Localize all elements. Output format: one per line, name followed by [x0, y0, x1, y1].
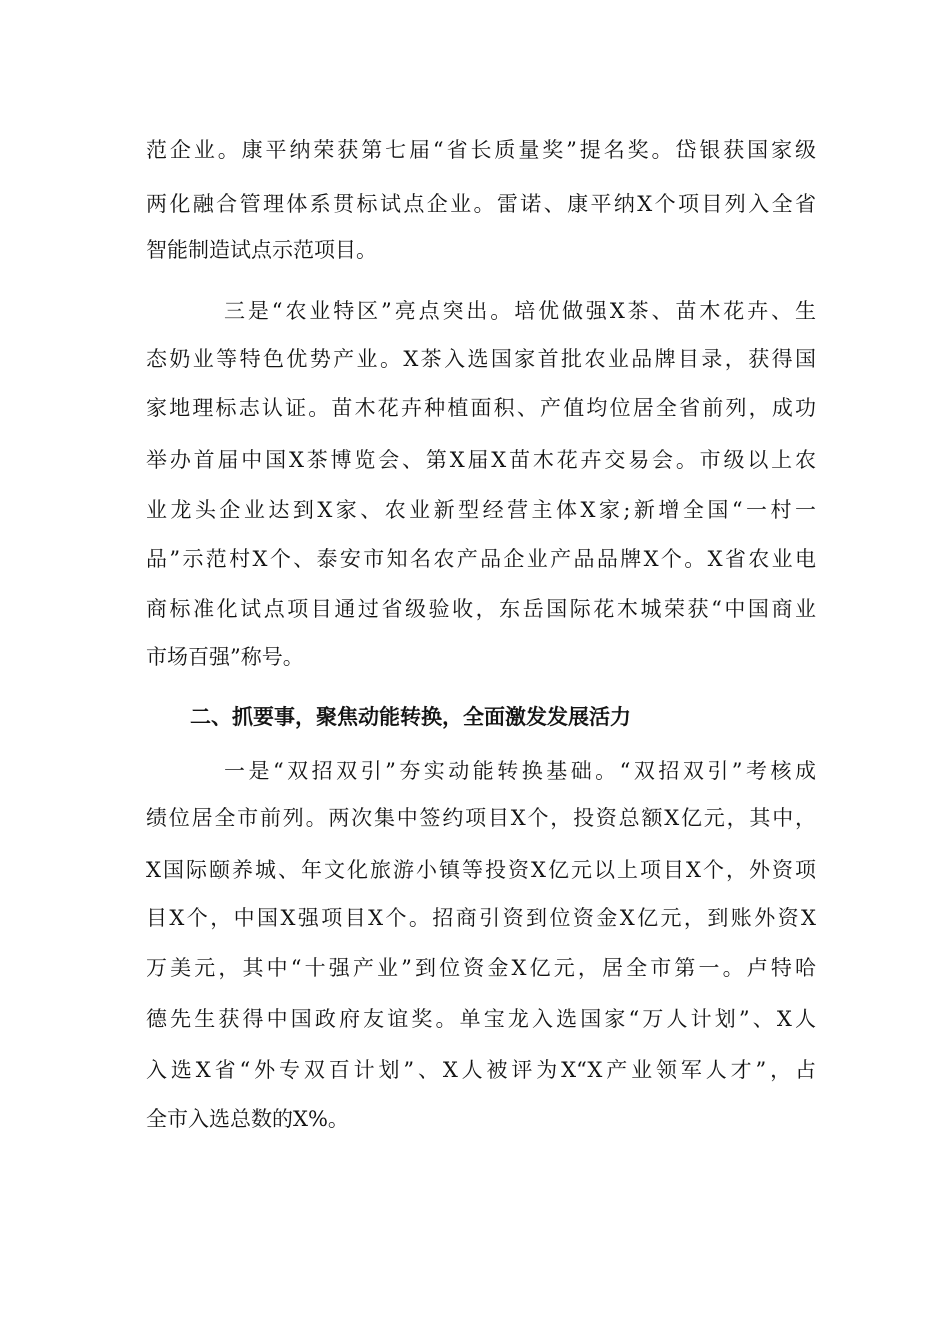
text-line: 智能制造试点示范项目。 — [146, 238, 377, 262]
section-heading: 二、抓要事，聚焦动能转换，全面激发发展活力 — [190, 705, 631, 729]
text-line: 业龙头企业达到X家、农业新型经营主体X家;新增全国“一村一 — [146, 498, 816, 522]
text-line: 一是“双招双引”夯实动能转换基础。“双招双引”考核成 — [224, 759, 816, 783]
text-line: 德先生获得中国政府友谊奖。单宝龙入选国家“万人计划”、X人 — [146, 1007, 816, 1031]
text-line: 家地理标志认证。苗木花卉种植面积、产值均位居全省前列，成功 — [146, 396, 816, 420]
text-line: 品”示范村X个、泰安市知名农产品企业产品品牌X个。X省农业电 — [146, 547, 816, 571]
text-line: 商标准化试点项目通过省级验收，东岳国际花木城荣获“中国商业 — [146, 597, 816, 621]
text-line: X国际颐养城、年文化旅游小镇等投资X亿元以上项目X个，外资项 — [146, 858, 816, 882]
text-line: 市场百强”称号。 — [146, 645, 304, 669]
text-line: 三是“农业特区”亮点突出。培优做强X茶、苗木花卉、生 — [224, 299, 816, 323]
text-line: 入选X省“外专双百计划”、X人被评为X“X产业领军人才”，占 — [146, 1058, 816, 1082]
text-line: 举办首届中国X茶博览会、第X届X苗木花卉交易会。市级以上农 — [146, 448, 816, 472]
text-line: 态奶业等特色优势产业。X茶入选国家首批农业品牌目录，获得国 — [146, 347, 816, 371]
text-line: 两化融合管理体系贯标试点企业。雷诺、康平纳X个项目列入全省 — [146, 192, 816, 216]
text-line: 全市入选总数的X%。 — [146, 1107, 349, 1131]
text-line: 绩位居全市前列。两次集中签约项目X个，投资总额X亿元，其中， — [146, 806, 816, 830]
text-line: 目X个，中国X强项目X个。招商引资到位资金X亿元，到账外资X — [146, 906, 816, 930]
text-line: 万美元，其中“十强产业”到位资金X亿元，居全市第一。卢特哈 — [146, 956, 816, 980]
text-line: 范企业。康平纳荣获第七届“省长质量奖”提名奖。岱银获国家级 — [146, 138, 816, 162]
